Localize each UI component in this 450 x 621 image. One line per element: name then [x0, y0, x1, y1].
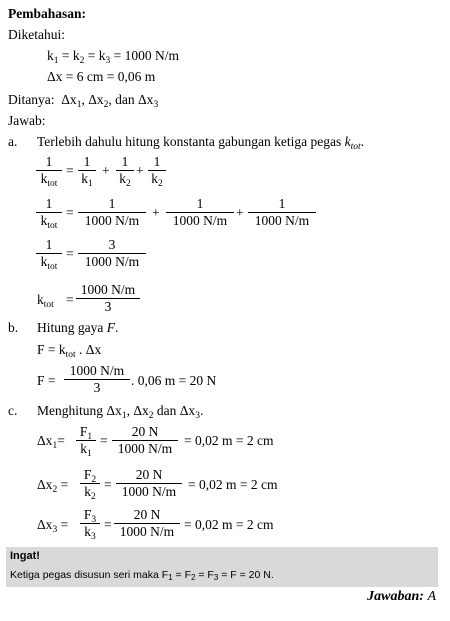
- fraction-1000-3: 1000 N/m 3: [76, 282, 140, 314]
- dx3-label: $\Delta x_3$ =: [37, 517, 69, 535]
- fraction-1-1000: 1 1000 N/m: [166, 196, 234, 228]
- fraction-f1-k1: $F_1$ $k_1$: [76, 424, 96, 456]
- part-c-text: Menghitung $\Delta x_1$, $\Delta x_2$ dan $\Delta x_3$.: [37, 403, 204, 421]
- fraction-1-k1: 1 $k_1$: [78, 154, 96, 186]
- dx1-result: = 0,02 m = 2 cm: [184, 433, 274, 448]
- fraction-1-k2: 1 $k_2$: [116, 154, 134, 186]
- equals-sign: =: [66, 292, 74, 307]
- equals-sign: =: [104, 477, 112, 492]
- fraction-1-k3: 1 $k_2$: [148, 154, 166, 186]
- reminder-text: Ketiga pegas disusun seri maka $F_1 = F_2 = F_3 = F = 20$ N.: [10, 569, 274, 582]
- dx2-label: $\Delta x_2$ =: [37, 477, 69, 495]
- answer-label: Jawab:: [8, 113, 46, 128]
- final-answer: Jawaban: A: [367, 589, 436, 604]
- plus-sign: +: [152, 205, 160, 220]
- reminder-box: [6, 547, 438, 587]
- equals-sign: =: [66, 246, 74, 261]
- fraction-3-1000: 3 1000 N/m: [78, 237, 146, 269]
- fraction-20-1000: 20 N 1000 N/m: [116, 467, 182, 499]
- part-b-text: Hitung gaya F.: [37, 320, 119, 335]
- equals-sign: =: [100, 433, 108, 448]
- equals-sign: =: [66, 205, 74, 220]
- part-c-marker: c.: [8, 403, 18, 418]
- plus-sign: +: [136, 163, 144, 178]
- part-b-marker: b.: [8, 320, 19, 335]
- fraction-1-1000: 1 1000 N/m: [248, 196, 316, 228]
- force-lhs: F =: [37, 373, 56, 388]
- plus-sign: +: [236, 205, 244, 220]
- fraction-f2-k2: $F_2$ $k_2$: [80, 467, 100, 499]
- page-title: Pembahasan:: [8, 6, 87, 21]
- part-a-marker: a.: [8, 134, 18, 149]
- fraction-f3-k3: $F_3$ $k_3$: [80, 507, 100, 539]
- given-label: Diketahui:: [8, 27, 65, 42]
- equals-sign: =: [104, 517, 112, 532]
- fraction-1-ktot: 1 $k_{tot}$: [36, 154, 62, 186]
- dx3-result: = 0,02 m = 2 cm: [184, 517, 274, 532]
- force-result: . 0,06 m = 20 N: [131, 373, 217, 388]
- part-a-text: Terlebih dahulu hitung konstanta gabungan ketiga pegas $k_{tot}$.: [37, 134, 365, 152]
- force-formula: $F = k_{tot}$ . Δx: [37, 342, 102, 360]
- fraction-20-1000: 20 N 1000 N/m: [112, 424, 178, 456]
- ktot-label: $k_{tot}$: [37, 292, 54, 310]
- reminder-title: Ingat!: [10, 550, 40, 562]
- fraction-20-1000: 20 N 1000 N/m: [114, 507, 180, 539]
- given-displacement: Δx = 6 cm = 0,06 m: [47, 69, 156, 84]
- fraction-1-1000: 1 1000 N/m: [78, 196, 146, 228]
- fraction-1000-3: 1000 N/m 3: [64, 363, 130, 395]
- equals-sign: =: [66, 163, 74, 178]
- dx1-label: $\Delta x_1=$: [37, 433, 65, 451]
- dx2-result: = 0,02 m = 2 cm: [188, 477, 278, 492]
- asked-line: Ditanya: $\Delta x_1$, $\Delta x_2$, dan $\Delta x_3$: [8, 92, 159, 110]
- given-springs: $k_1 = k_2 = k_3 = 1000$ N/m: [47, 48, 179, 66]
- fraction-1-ktot: 1 $k_{tot}$: [36, 237, 62, 269]
- plus-sign: +: [102, 163, 110, 178]
- fraction-1-ktot: 1 $k_{tot}$: [36, 196, 62, 228]
